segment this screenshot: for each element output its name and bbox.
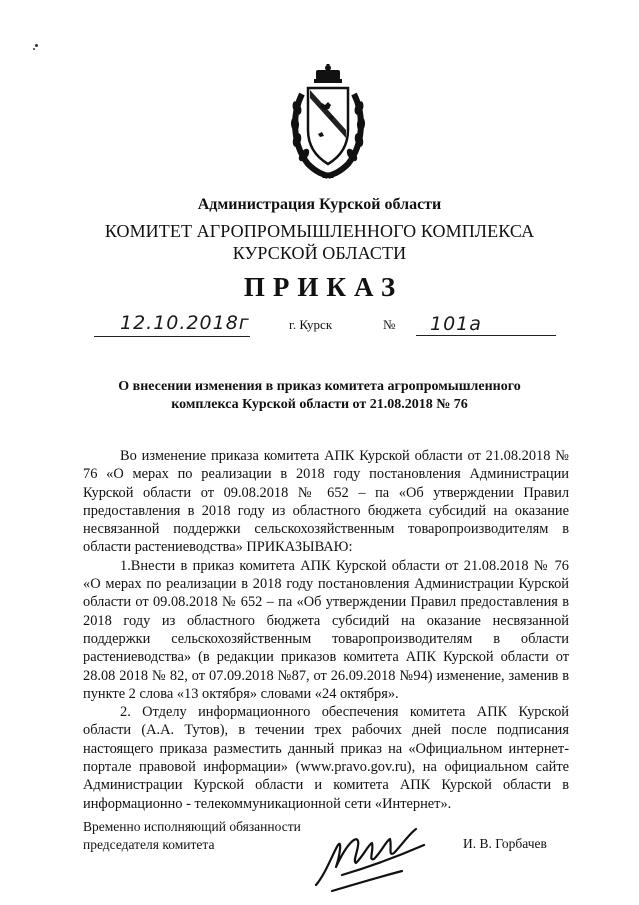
order-subject xyxy=(0,378,639,414)
number-sign: № xyxy=(383,317,396,332)
order-item-2: 2. Отделу информационного обеспечения комитета АПК Курской области (А.А. Тутов), в течении трех рабочих дней после подписания настоящего приказа разместить данный приказ на «Официальном интернет-портале правовой информации» (www.pravo.gov.ru), на официальном сайте Администрации Курской области и комитета АПК Курской области в информационно - телекоммуникационной сети «Интернет». xyxy=(83,704,569,812)
order-item-1: 1.Внести в приказ комитета АПК Курской области от 21.08.2018 № 76 «О мерах по реализации в 2018 году постановления Администрации Курской области от 09.08.2018 № 652 – па «Об утверждении Правил предоставления в 2018 году из областного бюджета субсидий на оказание несвязанной поддержки сельскохозяйственным товаропроизводителям в области растениеводства» (в редакции приказов комитета АПК Курской области от 28.08 2018 № 82, от 07.09.2018 №87, от 26.09.2018 №94) изменение, заменив в пункте 2 слова «13 октября» словами «24 октября». xyxy=(83,557,569,702)
subject-line1: О внесении изменения в приказ комитета агропромышленного xyxy=(118,379,521,394)
subject-line2: комплекса Курской области от 21.08.2018 № 76 xyxy=(171,397,468,412)
signatory-name: И. В. Горбачев xyxy=(463,836,547,851)
administration-name: Администрация Курской области xyxy=(197,196,442,213)
document-type-title: ПРИКАЗ xyxy=(243,272,404,302)
city-label: г. Курск xyxy=(289,317,333,332)
position-line2: председателя комитета xyxy=(83,837,215,852)
handwritten-date: 12.10.2018г xyxy=(120,312,250,334)
number-underline xyxy=(416,335,556,336)
position-line1: Временно исполняющий обязанности xyxy=(83,819,301,834)
scan-speck xyxy=(33,48,35,50)
order-body xyxy=(83,447,569,813)
committee-name-line2: КУРСКОЙ ОБЛАСТИ xyxy=(232,243,407,263)
handwritten-signature xyxy=(312,815,432,895)
scan-speck xyxy=(35,44,38,47)
coat-of-arms-icon xyxy=(288,64,368,182)
signatory-position xyxy=(83,818,301,854)
committee-name-line1: КОМИТЕТ АГРОПРОМЫШЛЕННОГО КОМПЛЕКСА xyxy=(104,221,535,241)
intro-paragraph: Во изменение приказа комитета АПК Курской области от 21.08.2018 № 76 «О мерах по реализации в 2018 году постановления Администрации Курской области от 09.08.2018 № 652 – па «Об утверждении Правил предоставления в 2018 году из областного бюджета субсидий на оказание несвязанной поддержки сельскохозяйственным товаропроизводителям в области растениеводства» ПРИКАЗЫВАЮ: xyxy=(83,448,569,556)
order-meta-row xyxy=(0,312,639,342)
date-underline xyxy=(94,336,250,337)
handwritten-number: 101а xyxy=(430,313,482,335)
